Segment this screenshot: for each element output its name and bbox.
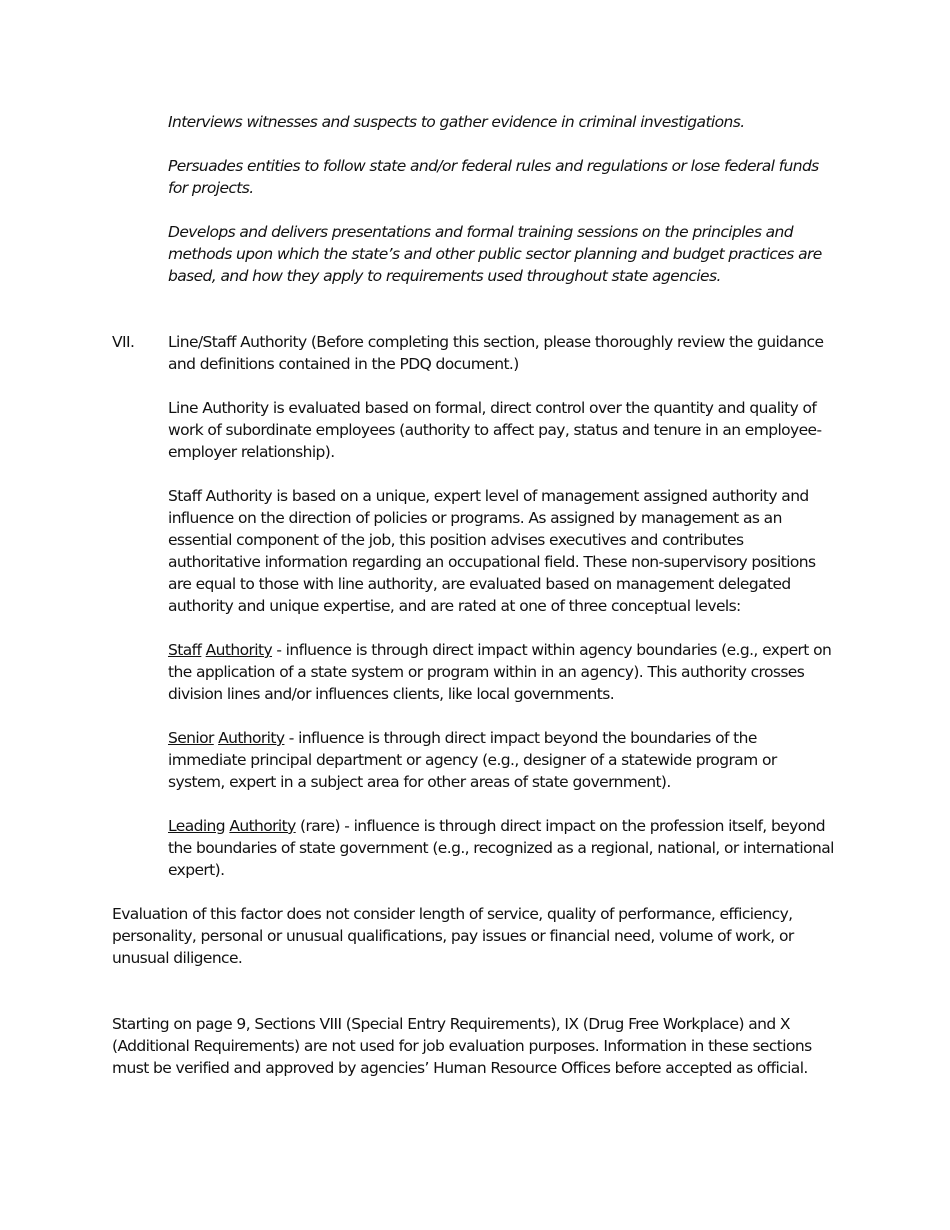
level-term: Authority bbox=[218, 729, 285, 747]
level-term: Authority bbox=[229, 817, 296, 835]
section-heading: Line/Staff Authority (Before completing this section, please thoroughly review the guidance and definitions contained in the PDQ document.) bbox=[168, 333, 824, 373]
evaluation-note: Evaluation of this factor does not consider length of service, quality of performance, efficiency, personality, personal or unusual qualifications, pay issues or financial need, volume of work, or unusual diligence. bbox=[112, 905, 794, 967]
authority-level-staff bbox=[168, 639, 836, 705]
level-term: Authority bbox=[205, 641, 273, 659]
line-authority-paragraph: Line Authority is evaluated based on formal, direct control over the quantity and quality of work of subordinate employees (authority to affect pay, status and tenure in an employee-employer relationship). bbox=[168, 399, 822, 461]
closing-note: Starting on page 9, Sections VIII (Special Entry Requirements), IX (Drug Free Workplace) and X (Additional Requirements) are not used for job evaluation purposes. Information in these sections must be verified and approved by agencies’ Human Resource Offices before accepted as official. bbox=[112, 1015, 812, 1077]
level-term: Staff bbox=[168, 641, 202, 659]
duty-item: Interviews witnesses and suspects to gather evidence in criminal investigations. bbox=[168, 113, 745, 131]
level-term: Leading bbox=[168, 817, 226, 835]
duty-item: Develops and delivers presentations and formal training sessions on the principles and methods upon which the state’s and other public sector planning and budget practices are based, and how they apply to requirements used throughout state agencies. bbox=[168, 223, 822, 285]
level-description: - influence is through direct impact within agency boundaries (e.g., expert on the application of a state system or program within in an agency). This authority crosses division lines and/or influences clients, like local governments. bbox=[168, 641, 832, 703]
staff-authority-paragraph: Staff Authority is based on a unique, expert level of management assigned authority and influence on the direction of policies or programs. As assigned by management as an essential component of the job, this position advises executives and contributes authoritative information regarding an occupational field. These non-supervisory positions are equal to those with line authority, are evaluated based on management delegated authority and unique expertise, and are rated at one of three conceptual levels: bbox=[168, 487, 816, 615]
section-number: VII. bbox=[112, 333, 135, 351]
duty-item: Persuades entities to follow state and/or federal rules and regulations or lose federal funds for projects. bbox=[168, 157, 819, 197]
level-description: - influence is through direct impact beyond the boundaries of the immediate principal department or agency (e.g., designer of a statewide program or system, expert in a subject area for other areas of state government). bbox=[168, 729, 777, 791]
level-term: Senior bbox=[168, 729, 214, 747]
authority-level-leading bbox=[168, 815, 836, 881]
authority-level-senior bbox=[168, 727, 836, 793]
level-description: (rare) - influence is through direct impact on the profession itself, beyond the boundaries of state government (e.g., recognized as a regional, national, or international expert). bbox=[168, 817, 834, 879]
